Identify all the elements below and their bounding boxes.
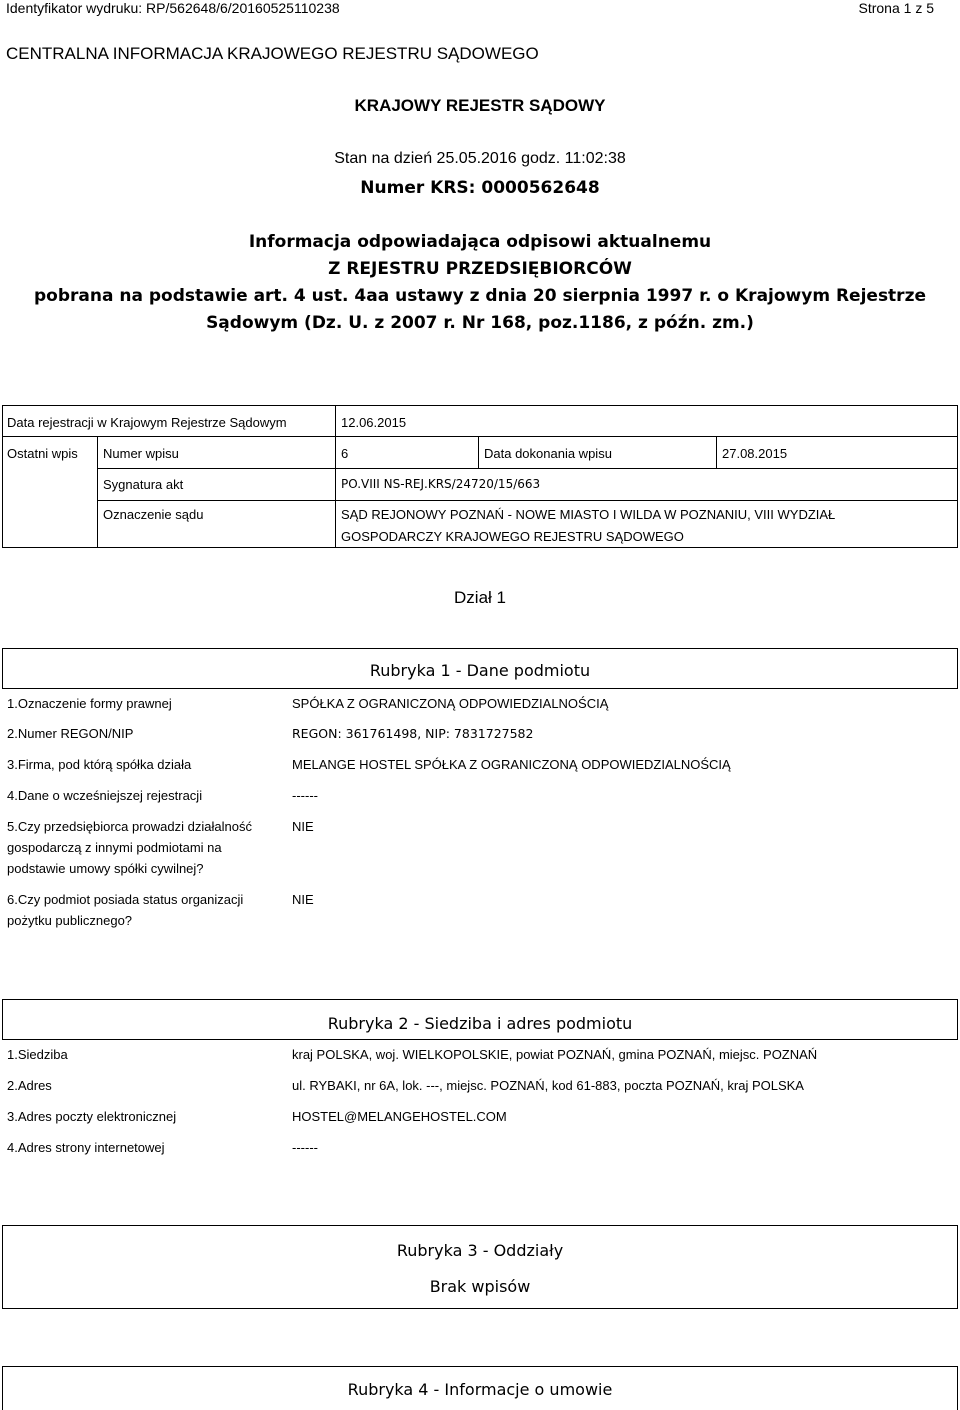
field-label: 3.Adres poczty elektronicznej: [7, 1109, 177, 1124]
divider: [97, 500, 958, 501]
field-label: 6.Czy podmiot posiada status organizacji: [7, 892, 244, 907]
field-value: REGON: 361761498, NIP: 7831727582: [292, 726, 534, 741]
field-label: 2.Numer REGON/NIP: [7, 726, 134, 741]
field-label: pożytku publicznego?: [7, 913, 133, 928]
entry-date-label: Data dokonania wpisu: [484, 446, 612, 461]
rubryka-2-title: Rubryka 2 - Siedziba i adres podmiotu: [327, 1014, 633, 1033]
field-label: 5.Czy przedsiębiorca prowadzi działalność: [7, 819, 252, 834]
divider: [97, 468, 958, 469]
institution-name: CENTRALNA INFORMACJA KRAJOWEGO REJESTRU SĄDOWEGO: [6, 44, 539, 63]
signature-label: Sygnatura akt: [103, 477, 184, 492]
rubryka-3-box: [2, 1225, 958, 1309]
court-value-line2: GOSPODARCZY KRAJOWEGO REJESTRU SĄDOWEGO: [341, 529, 684, 544]
krs-number: Numer KRS: 0000562648: [360, 178, 600, 198]
divider: [97, 436, 98, 548]
field-label: 2.Adres: [7, 1078, 52, 1093]
rubryka-4-title: Rubryka 4 - Informacje o umowie: [347, 1380, 613, 1399]
signature-value: PO.VIII NS-REJ.KRS/24720/15/663: [341, 477, 541, 491]
field-label: gospodarczą z innymi podmiotami na: [7, 840, 222, 855]
info-line-4: Sądowym (Dz. U. z 2007 r. Nr 168, poz.1186, z późn. zm.): [206, 313, 754, 333]
court-label: Oznaczenie sądu: [103, 507, 204, 522]
field-value: NIE: [292, 892, 314, 907]
entry-number-label: Numer wpisu: [103, 446, 179, 461]
page-number: Strona 1 z 5: [858, 0, 934, 16]
divider: [2, 436, 958, 437]
last-entry-label: Ostatni wpis: [7, 446, 78, 461]
field-value: ------: [292, 788, 318, 803]
field-label: 4.Dane o wcześniejszej rejestracji: [7, 788, 203, 803]
field-value: NIE: [292, 819, 314, 834]
entry-date-value: 27.08.2015: [722, 446, 788, 461]
field-value: SPÓŁKA Z OGRANICZONĄ ODPOWIEDZIALNOŚCIĄ: [292, 696, 609, 711]
court-value-line1: SĄD REJONOWY POZNAŃ - NOWE MIASTO I WILDA W POZNANIU, VIII WYDZIAŁ: [341, 507, 836, 522]
entry-number-value: 6: [341, 446, 349, 461]
rubryka-1-title: Rubryka 1 - Dane podmiotu: [369, 661, 591, 680]
divider: [716, 436, 717, 468]
divider: [2, 1039, 958, 1040]
field-label: podstawie umowy spółki cywilnej?: [7, 861, 204, 876]
status-date: Stan na dzień 25.05.2016 godz. 11:02:38: [334, 150, 626, 167]
field-value: MELANGE HOSTEL SPÓŁKA Z OGRANICZONĄ ODPOWIEDZIALNOŚCIĄ: [292, 757, 731, 772]
rubryka-3-title: Rubryka 3 - Oddziały: [396, 1241, 564, 1260]
divider: [478, 436, 479, 468]
registry-title: KRAJOWY REJESTR SĄDOWY: [354, 96, 606, 115]
info-line-1: Informacja odpowiadająca odpisowi aktualnemu: [248, 232, 712, 252]
field-value: ------: [292, 1140, 318, 1155]
field-label: 4.Adres strony internetowej: [7, 1140, 165, 1155]
reg-date-label: Data rejestracji w Krajowym Rejestrze Sądowym: [7, 415, 287, 430]
info-line-3: pobrana na podstawie art. 4 ust. 4aa ustawy z dnia 20 sierpnia 1997 r. o Krajowym Rejestrze: [34, 286, 926, 306]
rubryka-3-empty: Brak wpisów: [429, 1277, 531, 1296]
field-label: 3.Firma, pod którą spółka działa: [7, 757, 192, 772]
field-value: HOSTEL@MELANGEHOSTEL.COM: [292, 1109, 507, 1124]
field-value: ul. RYBAKI, nr 6A, lok. ---, miejsc. POZNAŃ, kod 61-883, poczta POZNAŃ, kraj POLSKA: [292, 1078, 804, 1093]
field-label: 1.Oznaczenie formy prawnej: [7, 696, 172, 711]
divider: [335, 405, 336, 548]
field-value: kraj POLSKA, woj. WIELKOPOLSKIE, powiat POZNAŃ, gmina POZNAŃ, miejsc. POZNAŃ: [292, 1047, 818, 1062]
field-label: 1.Siedziba: [7, 1047, 68, 1062]
section-title: Dział 1: [454, 588, 506, 607]
reg-date-value: 12.06.2015: [341, 415, 407, 430]
info-line-2: Z REJESTRU PRZEDSIĘBIORCÓW: [328, 259, 632, 279]
print-identifier: Identyfikator wydruku: RP/562648/6/20160525110238: [6, 0, 340, 16]
divider: [2, 688, 958, 689]
